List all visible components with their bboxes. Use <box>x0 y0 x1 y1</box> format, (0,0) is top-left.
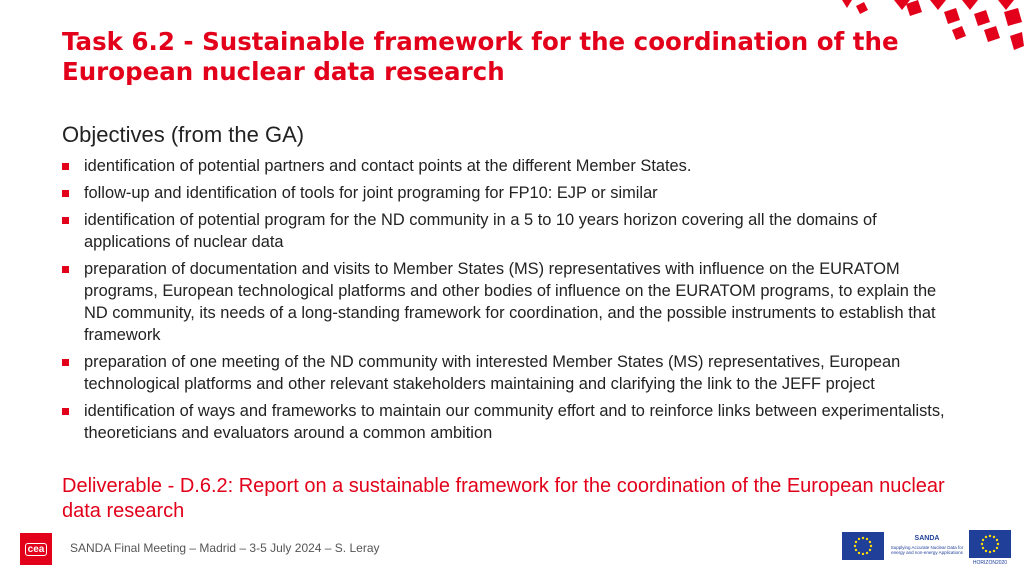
eu-flag-icon <box>969 530 1011 558</box>
objectives-list <box>62 155 952 449</box>
list-item-text: identification of ways and frameworks to maintain our community effort and to reinforce links between experimentalists, theoreticians and evaluators around a common ambition <box>84 402 945 442</box>
sanda-logo-name: SANDA <box>914 535 940 542</box>
list-item-text: identification of potential program for the ND community in a 5 to 10 years horizon covering all the domains of applications of nuclear data <box>84 211 877 251</box>
bullet-square-icon <box>62 217 69 224</box>
cea-logo <box>20 533 52 565</box>
bullet-square-icon <box>62 163 69 170</box>
list-item-text: preparation of documentation and visits to Member States (MS) representatives with influence on the EURATOM programs, European technological platforms and other bodies of influence on the EURATOM programs, to explain the ND community, its needs of a long-standing framework for coordination, and the possible instruments to establish that framework <box>84 260 937 344</box>
list-item-text: follow-up and identification of tools for joint programing for FP10: EJP or similar <box>84 184 658 202</box>
objectives-heading: Objectives (from the GA) <box>62 122 305 147</box>
list-item <box>62 258 952 346</box>
bullet-square-icon <box>62 359 69 366</box>
list-item-text: identification of potential partners and contact points at the different Member States. <box>84 157 692 175</box>
sanda-logo-tagline: Supplying Accurate Nuclear Data for energy and non-energy Applications <box>890 545 964 555</box>
sanda-logo <box>888 535 966 555</box>
list-item-text: preparation of one meeting of the ND community with interested Member States (MS) representatives, European technological platforms and other relevant stakeholders maintaining and clarifying the link to the JEFF project <box>84 353 901 393</box>
deliverable-text: Deliverable - D.6.2: Report on a sustainable framework for the coordination of the European nuclear data research <box>62 475 945 522</box>
eu-flag-icon <box>842 532 884 560</box>
bullet-square-icon <box>62 190 69 197</box>
list-item <box>62 351 952 395</box>
list-item <box>62 209 952 253</box>
horizon2020-label: HORIZON2020 <box>972 560 1008 566</box>
cea-logo-text: cea <box>25 543 48 556</box>
list-item <box>62 182 952 204</box>
footer-text: SANDA Final Meeting – Madrid – 3-5 July 2024 – S. Leray <box>70 541 380 555</box>
bullet-square-icon <box>62 266 69 273</box>
list-item <box>62 400 952 444</box>
slide-title: Task 6.2 - Sustainable framework for the coordination of the European nuclear data research <box>62 27 899 86</box>
list-item <box>62 155 952 177</box>
bullet-square-icon <box>62 408 69 415</box>
